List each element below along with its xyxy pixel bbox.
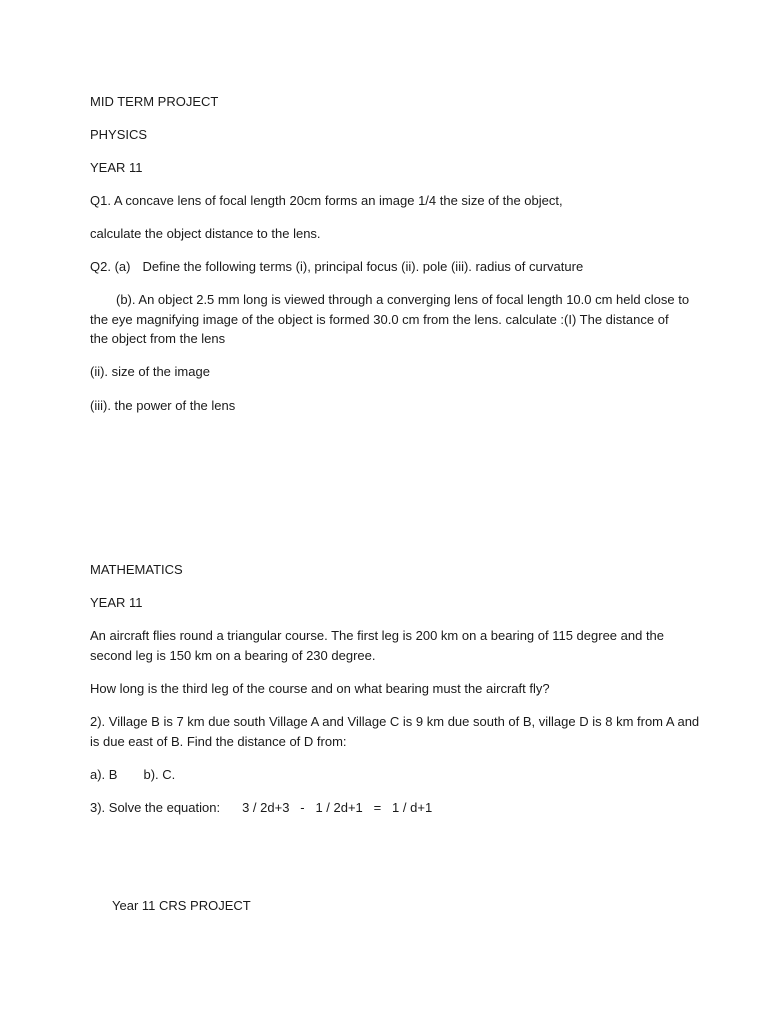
- mathematics-q2-option-a: a). B: [90, 767, 118, 782]
- mathematics-q2-option-b: b). C.: [143, 767, 176, 782]
- physics-q2a-text: Define the following terms (i), principal focus (ii). pole (iii). radius of curvature: [142, 259, 584, 274]
- physics-q2b-line-1: (b). An object 2.5 mm long is viewed through a converging lens of focal length 10.0 cm held close to: [116, 292, 690, 307]
- physics-subject-heading: PHYSICS: [90, 127, 148, 142]
- physics-q2b-part-iii: (iii). the power of the lens: [90, 398, 236, 413]
- physics-q2b-line-3: the object from the lens: [90, 331, 226, 346]
- physics-q2a-prefix: Q2. (a): [90, 259, 131, 274]
- physics-year-heading: YEAR 11: [90, 160, 143, 175]
- mathematics-q3-label: 3). Solve the equation:: [90, 800, 221, 815]
- mathematics-q3-equation: 3 / 2d+3 - 1 / 2d+1 = 1 / d+1: [242, 800, 433, 815]
- mathematics-subject-heading: MATHEMATICS: [90, 562, 183, 577]
- mathematics-q1-question: How long is the third leg of the course and on what bearing must the aircraft fly?: [90, 681, 550, 696]
- physics-q2b-line-2: the eye magnifying image of the object is formed 30.0 cm from the lens. calculate :(I) The distance of: [90, 312, 669, 327]
- mathematics-q1-line-2: second leg is 150 km on a bearing of 230 degree.: [90, 648, 376, 663]
- mathematics-q1-line-1: An aircraft flies round a triangular course. The first leg is 200 km on a bearing of 115 degree and the: [90, 628, 665, 643]
- mathematics-q2-options: [90, 765, 690, 785]
- mathematics-year-heading: YEAR 11: [90, 595, 143, 610]
- mathematics-q2-line-2: is due east of B. Find the distance of D from:: [90, 734, 347, 749]
- physics-q2a: [90, 257, 690, 277]
- physics-q1-line-1: Q1. A concave lens of focal length 20cm forms an image 1/4 the size of the object,: [90, 193, 563, 208]
- physics-q1-line-2: calculate the object distance to the lens.: [90, 226, 321, 241]
- mathematics-q2-line-1: 2). Village B is 7 km due south Village A and Village C is 9 km due south of B, village D is 8 km from A and: [90, 714, 700, 729]
- crs-project-heading: Year 11 CRS PROJECT: [112, 898, 251, 913]
- physics-q2b-part-ii: (ii). size of the image: [90, 364, 210, 379]
- document-title: MID TERM PROJECT: [90, 94, 219, 109]
- mathematics-q3: [90, 798, 690, 818]
